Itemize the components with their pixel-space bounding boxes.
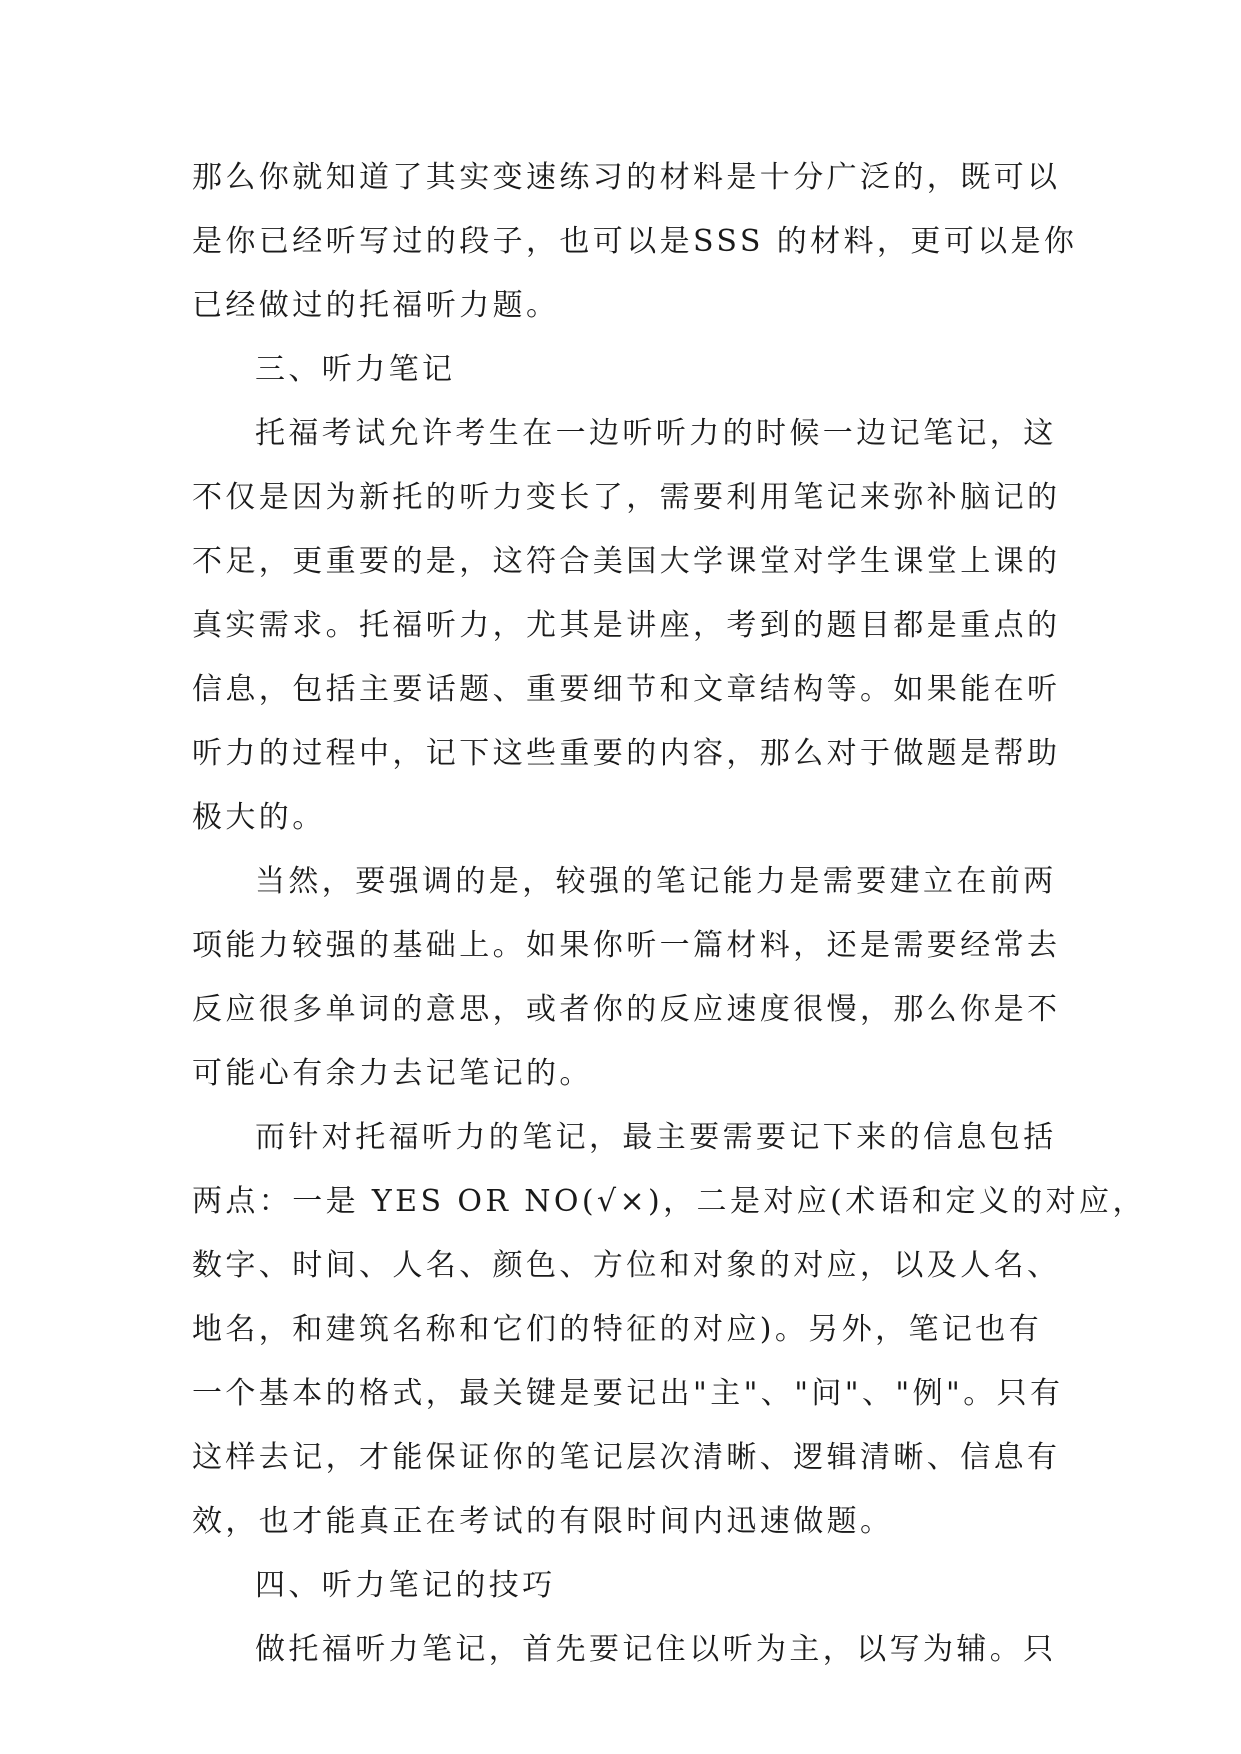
text-line: 这样去记，才能保证你的笔记层次清晰、逻辑清晰、信息有: [192, 1440, 1061, 1475]
text-line: 已经做过的托福听力题。: [192, 288, 560, 323]
section-heading: 三、听力笔记: [255, 352, 456, 387]
document-body: [192, 146, 1146, 1682]
text-line: 两点：一是 YES OR NO(√×)，二是对应(术语和定义的对应，: [192, 1184, 1146, 1219]
text-line: 托福考试允许考生在一边听听力的时候一边记笔记，这: [255, 416, 1057, 451]
section-heading: 四、听力笔记的技巧: [255, 1568, 556, 1603]
text-line: 可能心有余力去记笔记的。: [192, 1056, 593, 1091]
text-line: 而针对托福听力的笔记，最主要需要记下来的信息包括: [255, 1120, 1057, 1155]
text-line: 极大的。: [192, 800, 326, 835]
text-line: 效，也才能真正在考试的有限时间内迅速做题。: [192, 1504, 894, 1539]
text-line: 不足，更重要的是，这符合美国大学课堂对学生课堂上课的: [192, 544, 1061, 579]
text-line: 听力的过程中，记下这些重要的内容，那么对于做题是帮助: [192, 736, 1061, 771]
text-line: 当然，要强调的是，较强的笔记能力是需要建立在前两: [255, 864, 1057, 899]
text-line: 真实需求。托福听力，尤其是讲座，考到的题目都是重点的: [192, 608, 1061, 643]
text-line: 数字、时间、人名、颜色、方位和对象的对应，以及人名、: [192, 1248, 1061, 1283]
text-line: 项能力较强的基础上。如果你听一篇材料，还是需要经常去: [192, 928, 1061, 963]
text-line: 做托福听力笔记，首先要记住以听为主，以写为辅。只: [255, 1632, 1057, 1667]
text-line: 是你已经听写过的段子，也可以是SSS 的材料，更可以是你: [192, 224, 1078, 259]
text-line: 反应很多单词的意思，或者你的反应速度很慢，那么你是不: [192, 992, 1061, 1027]
text-line: 一个基本的格式，最关键是要记出"主"、"问"、"例"。只有: [192, 1376, 1064, 1411]
text-line: 那么你就知道了其实变速练习的材料是十分广泛的，既可以: [192, 160, 1061, 195]
text-line: 信息，包括主要话题、重要细节和文章结构等。如果能在听: [192, 672, 1061, 707]
text-line: 不仅是因为新托的听力变长了，需要利用笔记来弥补脑记的: [192, 480, 1061, 515]
text-line: 地名，和建筑名称和它们的特征的对应)。另外，笔记也有: [192, 1312, 1043, 1347]
